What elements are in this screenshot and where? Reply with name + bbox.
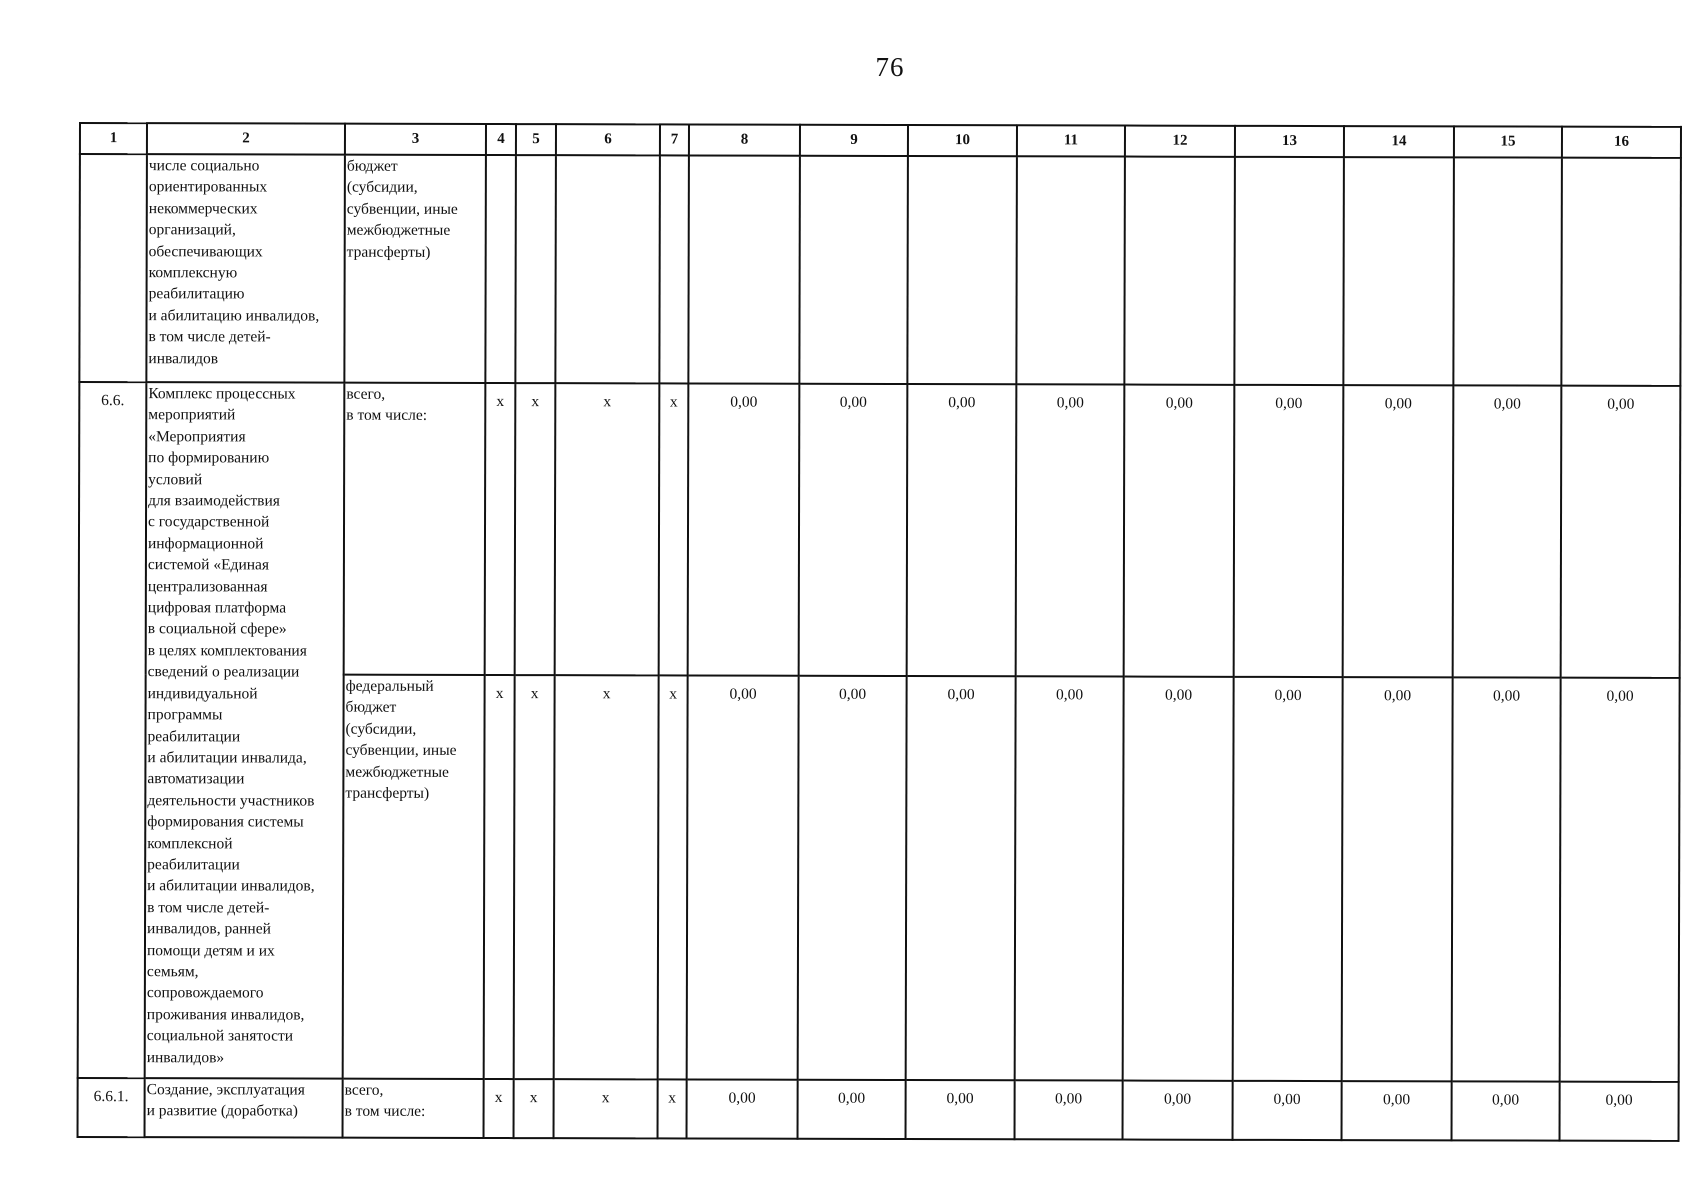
column-header: 6 — [556, 124, 660, 155]
row-value: 0,00 — [906, 676, 1016, 1080]
row-value: 0,00 — [688, 383, 800, 675]
row-name: Комплекс процессных мероприятий «Мероприятия по формированию условий для взаимодействия с государственной информационной системой «Единая централизованная цифровая платформа в социальной сфере» в целях комплектования сведений о реализации индивидуальной программы реабилитации и абилитации инвалида, автоматизации деятельности участников формирования системы комплексной реабилитации и абилитации инвалидов, в том числе детей- инвалидов, ранней помощи детям и их семьям, сопровождаемого проживания инвалидов, социальной занятости инвалидов» — [145, 382, 345, 1078]
column-header: 16 — [1562, 127, 1681, 158]
row-value: 0,00 — [907, 384, 1017, 676]
row-mark — [555, 155, 660, 383]
row-value: 0,00 — [1343, 385, 1454, 677]
row-value: 0,00 — [906, 1080, 1015, 1139]
row-mark: x — [658, 1079, 687, 1138]
row-mark: x — [485, 383, 516, 675]
row-mark: x — [554, 1079, 658, 1138]
row-source: бюджет (субсидии, субвенции, иные межбюджетные трансферты) — [344, 155, 486, 383]
row-mark: x — [555, 383, 660, 675]
row-mark: x — [515, 383, 556, 675]
row-name: Создание, эксплуатация и развитие (доработка) — [145, 1078, 343, 1137]
row-value — [1016, 156, 1125, 384]
row-name: числе социально ориентированных некоммерческих организаций, обеспечивающих комплексную реабилитацию и абилитацию инвалидов, в том числе детей- инвалидов — [146, 154, 345, 382]
column-header: 13 — [1235, 126, 1344, 157]
row-mark: x — [514, 675, 555, 1079]
column-header: 14 — [1344, 126, 1454, 157]
row-value — [1561, 158, 1681, 386]
row-value — [1343, 157, 1454, 385]
row-value: 0,00 — [1342, 1081, 1452, 1140]
table-row — [79, 382, 1681, 678]
table-row — [78, 1078, 1679, 1141]
column-header: 1 — [80, 123, 147, 154]
row-value: 0,00 — [1560, 1082, 1679, 1141]
row-value — [1453, 157, 1562, 385]
column-header: 11 — [1017, 125, 1125, 156]
column-header: 10 — [908, 125, 1017, 156]
row-code: 6.6. — [78, 382, 147, 1078]
row-mark — [515, 155, 556, 383]
row-value: 0,00 — [1452, 677, 1561, 1081]
row-value: 0,00 — [687, 675, 799, 1079]
row-source: федеральный бюджет (субсидии, субвенции, иные межбюджетные трансферты) — [343, 675, 485, 1079]
row-code — [79, 154, 147, 382]
row-value: 0,00 — [1560, 678, 1680, 1082]
column-header: 15 — [1454, 126, 1562, 157]
row-source: всего, в том числе: — [343, 1079, 484, 1138]
row-value — [907, 156, 1017, 384]
row-value: 0,00 — [1015, 676, 1124, 1080]
row-mark — [659, 155, 689, 383]
row-value — [1124, 157, 1235, 385]
row-value: 0,00 — [799, 384, 908, 676]
row-value: 0,00 — [1233, 1081, 1342, 1140]
row-mark: x — [554, 675, 659, 1079]
row-mark: x — [514, 1079, 554, 1138]
column-header: 5 — [516, 124, 556, 155]
row-value: 0,00 — [1123, 1081, 1233, 1140]
column-header: 4 — [486, 124, 516, 155]
column-header: 7 — [660, 124, 689, 155]
row-value: 0,00 — [1123, 677, 1234, 1081]
column-header: 12 — [1125, 126, 1235, 157]
row-value: 0,00 — [1015, 1080, 1123, 1139]
row-mark — [485, 155, 516, 383]
row-value: 0,00 — [1233, 677, 1343, 1081]
row-value — [799, 156, 908, 384]
row-value: 0,00 — [1124, 385, 1235, 677]
row-mark: x — [658, 675, 688, 1079]
row-value: 0,00 — [1452, 1081, 1560, 1140]
row-value: 0,00 — [1561, 386, 1681, 678]
row-value — [1234, 157, 1344, 385]
column-header: 3 — [345, 124, 486, 155]
row-value: 0,00 — [798, 676, 907, 1080]
table-row — [79, 154, 1681, 386]
column-header: 8 — [689, 124, 800, 155]
page-number: 76 — [875, 52, 905, 82]
row-value: 0,00 — [1234, 385, 1344, 677]
row-code: 6.6.1. — [78, 1078, 145, 1137]
row-value: 0,00 — [687, 1079, 798, 1138]
row-value: 0,00 — [1453, 385, 1562, 677]
row-mark: x — [484, 675, 515, 1079]
row-value — [688, 155, 800, 383]
header-row — [80, 123, 1681, 158]
row-mark: x — [659, 383, 689, 675]
column-header: 9 — [800, 125, 908, 156]
row-mark: x — [484, 1079, 514, 1138]
column-header: 2 — [147, 123, 345, 154]
row-source: всего, в том числе: — [344, 383, 486, 675]
row-value: 0,00 — [1016, 384, 1125, 676]
row-value: 0,00 — [1342, 677, 1453, 1081]
budget-table — [77, 122, 1682, 1142]
row-value: 0,00 — [798, 1080, 906, 1139]
